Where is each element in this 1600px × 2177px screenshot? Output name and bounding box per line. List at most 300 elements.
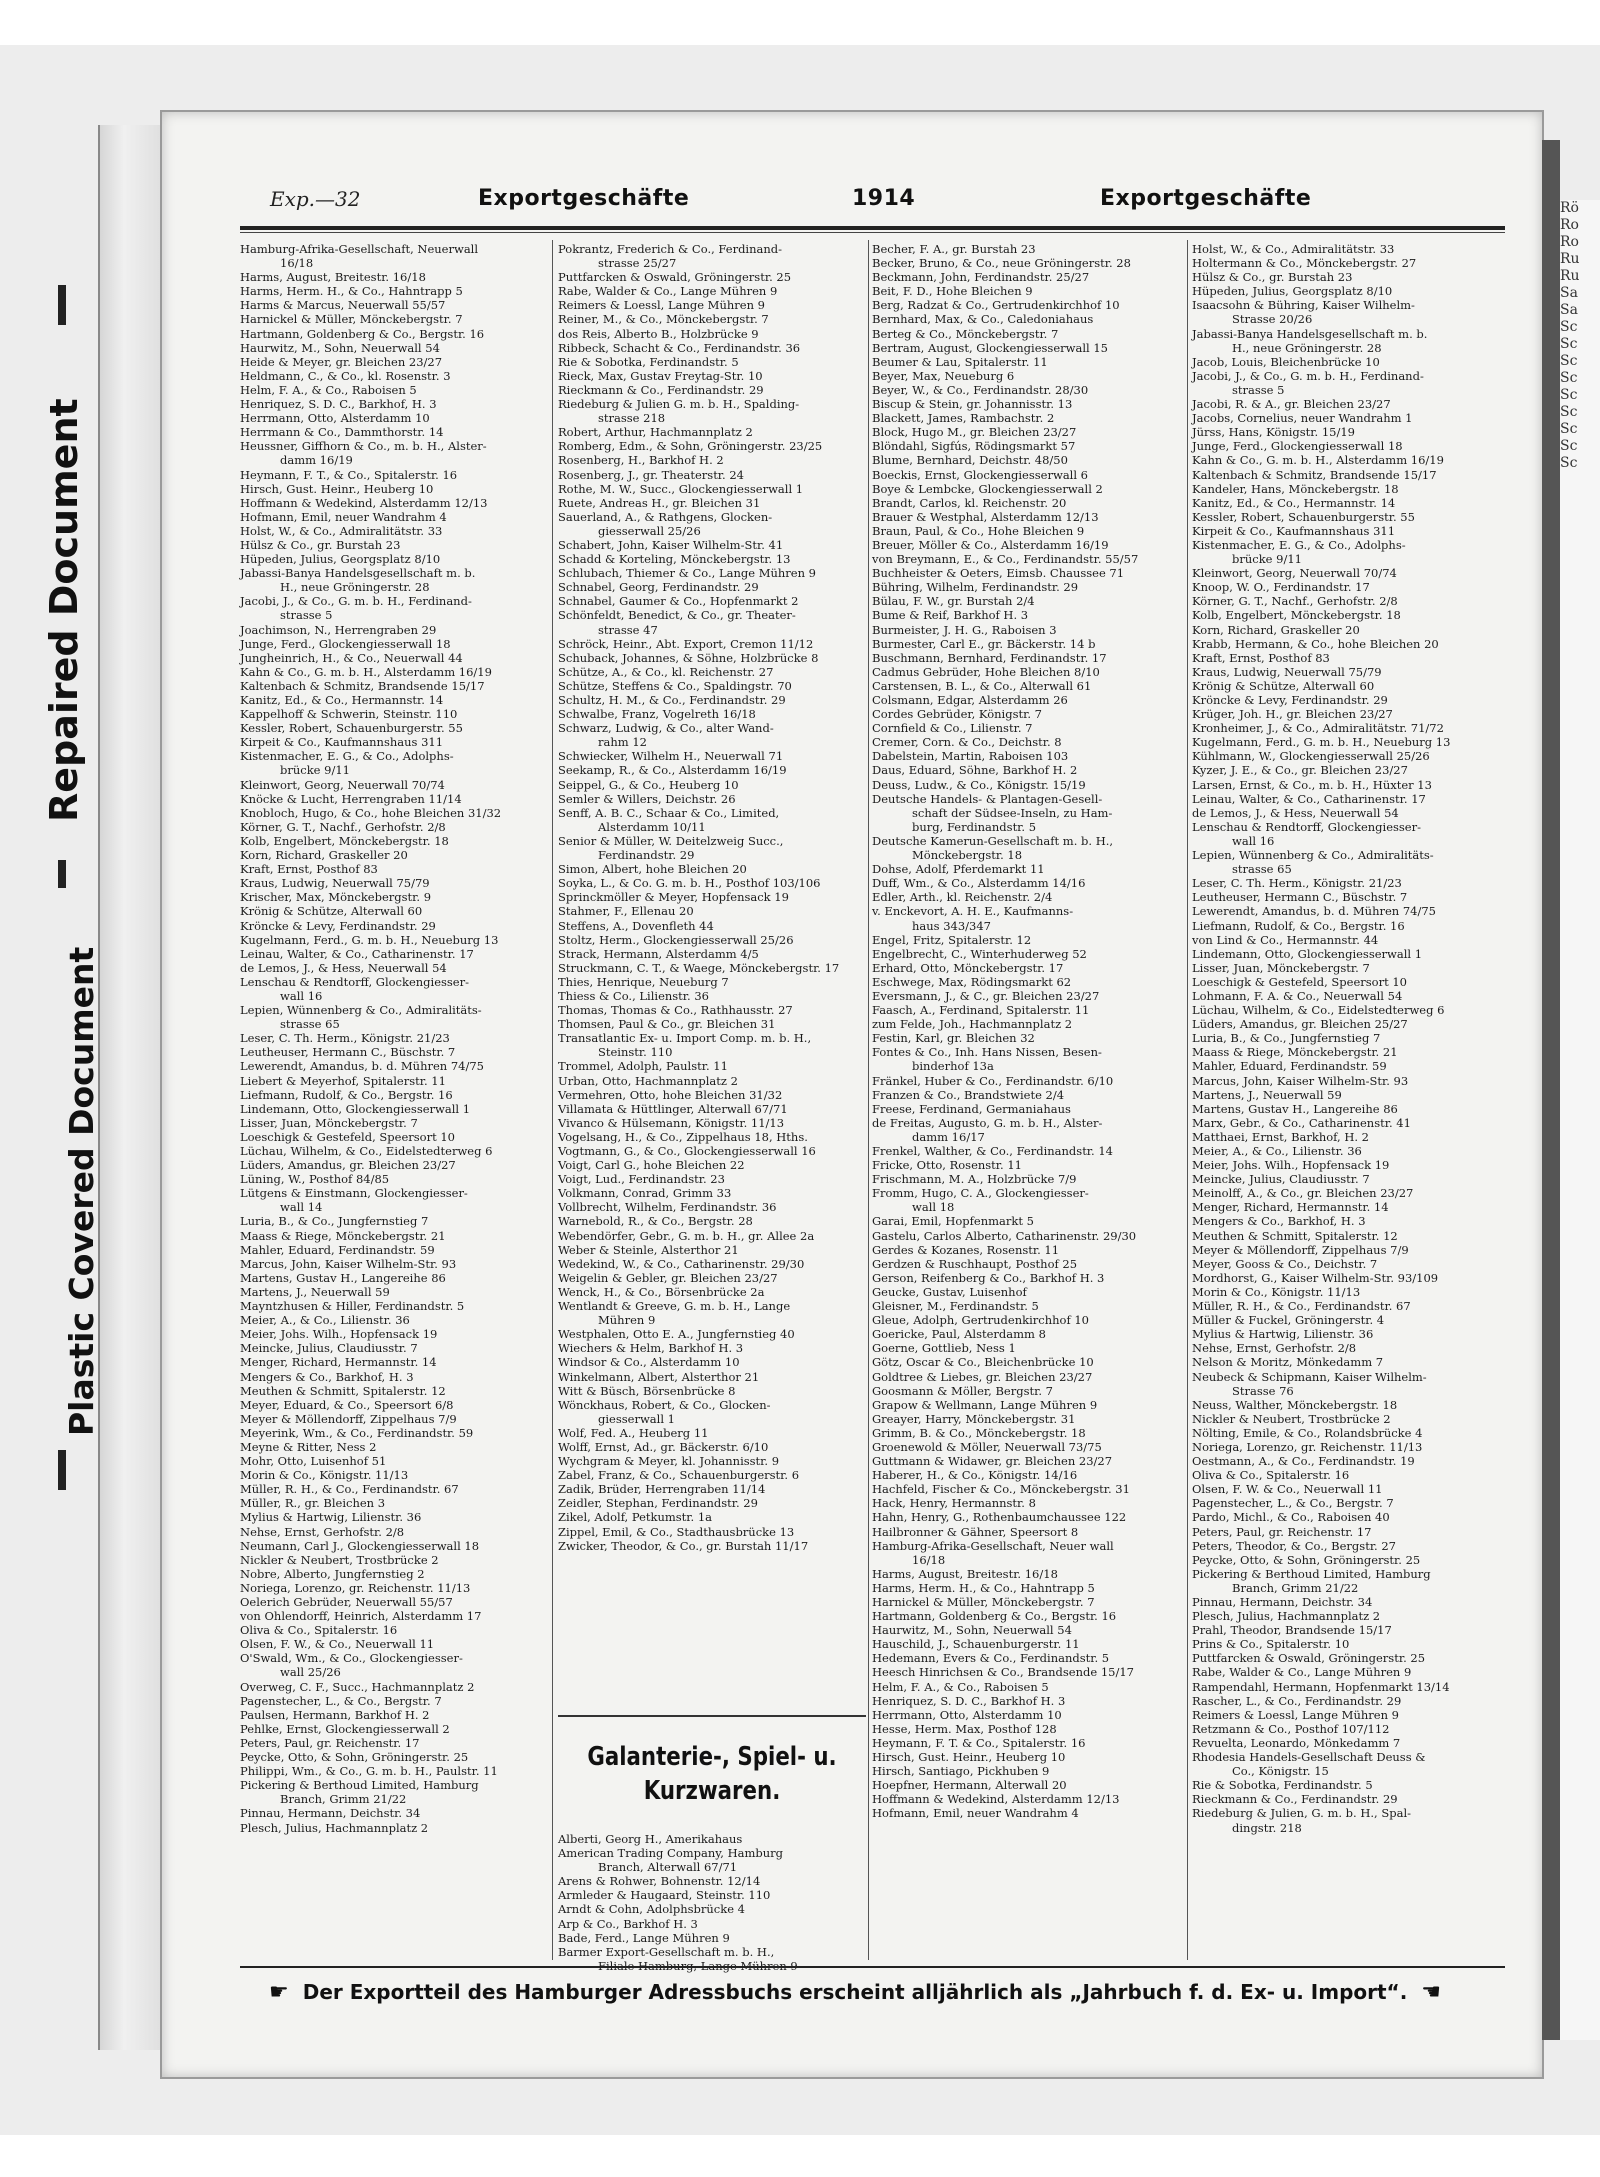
directory-entry: Faasch, A., Ferdinand, Spitalerstr. 11 (872, 1003, 1090, 1018)
directory-entry: Schadd & Korteling, Mönckebergstr. 13 (558, 552, 791, 567)
directory-entry: Marcus, John, Kaiser Wilhelm-Str. 93 (240, 1256, 457, 1271)
header-rule (240, 226, 1505, 230)
directory-entry: Kessler, Robert, Schauenburgerstr. 55 (240, 721, 463, 736)
directory-entry: Körner, G. T., Nachf., Gerhofstr. 2/8 (240, 819, 446, 834)
directory-entry: giesserwall 1 (598, 1411, 675, 1426)
directory-entry: Heymann, F. T., & Co., Spitalerstr. 16 (240, 467, 458, 482)
directory-entry: Hofmann, Emil, neuer Wandrahm 4 (872, 1806, 1079, 1821)
margin-fragment: Sc (1560, 370, 1578, 386)
directory-entry: Olsen, F. W., & Co., Neuerwall 11 (240, 1637, 435, 1652)
margin-tick (58, 860, 66, 888)
directory-entry: Riedeburg & Julien G. m. b. H., Spalding- (558, 397, 800, 412)
directory-entry: Götz, Oscar & Co., Bleichenbrücke 10 (872, 1355, 1094, 1370)
directory-entry: Hartmann, Goldenberg & Co., Bergstr. 16 (240, 326, 485, 341)
directory-entry: Meyer & Möllendorff, Zippelhaus 7/9 (240, 1411, 457, 1426)
directory-entry: Helm, F. A., & Co., Raboisen 5 (872, 1679, 1049, 1694)
directory-entry: Zeidler, Stephan, Ferdinandstr. 29 (558, 1496, 758, 1511)
margin-tick (58, 1450, 66, 1490)
directory-entry: Vogelsang, H., & Co., Zippelhaus 18, Hths. (558, 1129, 808, 1144)
directory-entry: Goerne, Gottlieb, Ness 1 (872, 1341, 1016, 1356)
directory-entry: Kaltenbach & Schmitz, Brandsende 15/17 (1192, 467, 1437, 482)
column-divider (552, 240, 553, 1960)
directory-entry: Blume, Bernhard, Deichstr. 48/50 (872, 453, 1068, 468)
directory-entry: Hüpeden, Julius, Georgsplatz 8/10 (1192, 284, 1393, 299)
directory-entry: Peycke, Otto, & Sohn, Gröningerstr. 25 (240, 1750, 469, 1765)
directory-entry: strasse 5 (280, 608, 333, 623)
directory-entry: Joachimson, N., Herrengraben 29 (240, 622, 437, 637)
directory-entry: Morin & Co., Königstr. 11/13 (240, 1468, 409, 1483)
directory-entry: Schwiecker, Wilhelm H., Neuerwall 71 (558, 749, 784, 764)
directory-entry: Schlubach, Thiemer & Co., Lange Mühren 9 (558, 566, 816, 581)
directory-entry: Krönig & Schütze, Alterwall 60 (1192, 678, 1375, 693)
margin-fragment: Sa (1560, 285, 1578, 301)
directory-entry: Hauschild, J., Schauenburgerstr. 11 (872, 1637, 1080, 1652)
directory-entry: Rampendahl, Hermann, Hopfenmarkt 13/14 (1192, 1679, 1450, 1694)
directory-entry: Kronheimer, J., & Co., Admiralitätstr. 71/72 (1192, 721, 1444, 736)
directory-entry: Knoop, W. O., Ferdinandstr. 17 (1192, 580, 1370, 595)
directory-entry: Boye & Lembcke, Glockengiesserwall 2 (872, 481, 1103, 496)
directory-entry: Schultz, H. M., & Co., Ferdinandstr. 29 (558, 693, 786, 707)
directory-entry: haus 343/347 (912, 918, 992, 933)
directory-entry: Lenschau & Rendtorff, Glockengiesser- (240, 974, 470, 989)
directory-entry: Bernhard, Max, & Co., Caledoniahaus (872, 312, 1094, 327)
directory-entry: wall 18 (912, 1200, 955, 1215)
directory-entry: Zippel, Emil, & Co., Stadthausbrücke 13 (558, 1524, 795, 1539)
directory-entry: Martens, J., Neuerwall 59 (240, 1284, 390, 1299)
directory-entry: Garai, Emil, Hopfenmarkt 5 (872, 1214, 1034, 1229)
directory-entry: Deuss, Ludw., & Co., Königstr. 15/19 (872, 777, 1086, 792)
directory-entry: Urban, Otto, Hachmannplatz 2 (558, 1073, 738, 1088)
column-divider (1187, 240, 1188, 1960)
directory-entry: Schwalbe, Franz, Vogelreth 16/18 (558, 707, 756, 722)
directory-entry: Korn, Richard, Graskeller 20 (240, 848, 408, 863)
directory-entry: Plesch, Julius, Hachmannplatz 2 (1192, 1609, 1381, 1624)
directory-entry: Kolb, Engelbert, Mönckebergstr. 18 (1192, 608, 1401, 623)
directory-entry: Deutsche Handels- & Plantagen-Gesell- (872, 791, 1103, 806)
directory-entry: Guttmann & Widawer, gr. Bleichen 23/27 (872, 1454, 1113, 1469)
directory-entry: Hüpeden, Julius, Georgsplatz 8/10 (240, 552, 441, 567)
directory-entry: strasse 218 (598, 411, 666, 426)
directory-entry: Overweg, C. F., Succ., Hachmannplatz 2 (240, 1679, 475, 1694)
directory-entry: v. Enckevort, A. H. E., Kaufmanns- (872, 904, 1074, 919)
directory-entry: Reimers & Loessl, Lange Mühren 9 (1192, 1707, 1399, 1722)
directory-entry: Jungheinrich, H., & Co., Neuerwall 44 (240, 650, 463, 665)
directory-entry: Pinnau, Hermann, Deichstr. 34 (240, 1806, 421, 1821)
directory-entry: Lohmann, F. A. & Co., Neuerwall 54 (1192, 988, 1403, 1003)
directory-entry: Puttfarcken & Oswald, Gröningerstr. 25 (1192, 1651, 1426, 1666)
directory-entry: Martens, J., Neuerwall 59 (1192, 1087, 1342, 1102)
directory-column-4 (1192, 242, 1502, 1962)
directory-entry: Trommel, Adolph, Paulstr. 11 (558, 1059, 728, 1074)
directory-entry: Kraus, Ludwig, Neuerwall 75/79 (1192, 664, 1382, 679)
directory-entry: Kugelmann, Ferd., G. m. b. H., Neueburg 13 (1192, 735, 1451, 750)
directory-entry: Rie & Sobotka, Ferdinandstr. 5 (558, 354, 739, 369)
directory-entry: Ruete, Andreas H., gr. Bleichen 31 (558, 495, 761, 510)
directory-entry: Daus, Eduard, Söhne, Barkhof H. 2 (872, 763, 1078, 778)
directory-entry: Rosenberg, H., Barkhof H. 2 (558, 453, 724, 468)
directory-entry: Edler, Arth., kl. Reichenstr. 2/4 (872, 890, 1053, 905)
directory-entry: Noriega, Lorenzo, gr. Reichenstr. 11/13 (1192, 1439, 1423, 1454)
directory-entry: Arndt & Cohn, Adolphsbrücke 4 (558, 1902, 745, 1917)
directory-entry: Puttfarcken & Oswald, Gröningerstr. 25 (558, 270, 792, 285)
directory-entry: Nehse, Ernst, Gerhofstr. 2/8 (1192, 1341, 1357, 1356)
directory-entry: Hailbronner & Gähner, Speersort 8 (872, 1524, 1079, 1539)
directory-entry: Festin, Karl, gr. Bleichen 32 (872, 1031, 1035, 1046)
directory-entry: Wychgram & Meyer, kl. Johannisstr. 9 (558, 1454, 780, 1469)
directory-entry: Rabe, Walder & Co., Lange Mühren 9 (558, 284, 778, 299)
directory-entry: Cadmus Gebrüder, Hohe Bleichen 8/10 (872, 664, 1100, 679)
directory-entry: Co., Königstr. 15 (1232, 1764, 1329, 1779)
directory-entry: Lüchau, Wilhelm, & Co., Eidelstedterweg 6 (1192, 1003, 1445, 1018)
directory-entry: Kahn & Co., G. m. b. H., Alsterdamm 16/19 (240, 664, 492, 679)
margin-fragment: Sc (1560, 455, 1578, 471)
directory-entry: Lüders, Amandus, gr. Bleichen 23/27 (240, 1158, 456, 1173)
directory-entry: Fromm, Hugo, C. A., Glockengiesser- (872, 1186, 1089, 1201)
directory-entry: Lewerendt, Amandus, b. d. Mühren 74/75 (1192, 904, 1436, 919)
directory-entry: Lindemann, Otto, Glockengiesserwall 1 (240, 1101, 471, 1116)
directory-entry: Senior & Müller, W. Deitelzweig Succ., (558, 833, 784, 848)
directory-entry: Beit, F. D., Hohe Bleichen 9 (872, 284, 1033, 299)
directory-entry: Loeschigk & Gestefeld, Speersort 10 (240, 1129, 455, 1144)
directory-entry: Kugelmann, Ferd., G. m. b. H., Neueburg 13 (240, 932, 499, 947)
directory-entry: American Trading Company, Hamburg (558, 1846, 783, 1861)
directory-entry: Leutheuser, Hermann C., Büschstr. 7 (240, 1045, 456, 1060)
directory-entry: Rieckmann & Co., Ferdinandstr. 29 (1192, 1792, 1398, 1807)
directory-entry: Alberti, Georg H., Amerikahaus (558, 1832, 743, 1846)
directory-entry: Vogtmann, G., & Co., Glockengiesserwall 16 (558, 1144, 816, 1158)
directory-entry: Rothe, M. W., Succ., Glockengiesserwall 1 (558, 481, 804, 496)
directory-entry: Pagenstecher, L., & Co., Bergstr. 7 (240, 1693, 442, 1708)
directory-entry: 16/18 (912, 1552, 946, 1567)
directory-entry: Berteg & Co., Mönckebergstr. 7 (872, 326, 1059, 341)
directory-entry: de Freitas, Augusto, G. m. b. H., Alster- (872, 1115, 1103, 1130)
directory-entry: Peycke, Otto, & Sohn, Gröningerstr. 25 (1192, 1552, 1421, 1567)
directory-entry: Meyer & Möllendorff, Zippelhaus 7/9 (1192, 1242, 1409, 1257)
directory-entry: Vermehren, Otto, hohe Bleichen 31/32 (558, 1087, 783, 1102)
directory-entry: Luria, B., & Co., Jungfernstieg 7 (240, 1214, 429, 1229)
directory-entry: Beyer, Max, Neueburg 6 (872, 368, 1015, 383)
pointing-hand-right-icon: ☛ (269, 1980, 289, 2005)
directory-entry: Retzmann & Co., Posthof 107/112 (1192, 1721, 1390, 1736)
directory-entry: wall 16 (280, 988, 323, 1003)
directory-entry: Wolff, Ernst, Ad., gr. Bäckerstr. 6/10 (558, 1439, 769, 1454)
directory-entry: Buchheister & Oeters, Eimsb. Chaussee 71 (872, 566, 1125, 581)
footer-rule (240, 1966, 1505, 1968)
directory-entry: Pardo, Michl., & Co., Raboisen 40 (1192, 1510, 1390, 1525)
directory-entry: Helm, F. A., & Co., Raboisen 5 (240, 382, 417, 397)
directory-entry: Ribbeck, Schacht & Co., Ferdinandstr. 36 (558, 340, 801, 355)
directory-entry: Kolb, Engelbert, Mönckebergstr. 18 (240, 833, 449, 848)
margin-fragment: Ro (1560, 217, 1579, 233)
directory-entry: Harms, August, Breitestr. 16/18 (240, 270, 426, 285)
directory-entry: Reimers & Loessl, Lange Mühren 9 (558, 298, 765, 313)
directory-entry: Wolf, Fed. A., Heuberg 11 (558, 1425, 709, 1440)
directory-entry: Morin & Co., Königstr. 11/13 (1192, 1284, 1361, 1299)
directory-entry: Lütgens & Einstmann, Glockengiesser- (240, 1186, 468, 1201)
header-title-right: Exportgeschäfte (1100, 186, 1312, 211)
directory-entry: Breuer, Möller & Co., Alsterdamm 16/19 (872, 537, 1109, 552)
directory-entry: Hartmann, Goldenberg & Co., Bergstr. 16 (872, 1609, 1117, 1624)
margin-fragment: Rö (1560, 200, 1579, 216)
directory-entry: Schönfeldt, Benedict, & Co., gr. Theater- (558, 608, 796, 623)
directory-entry: Philippi, Wm., & Co., G. m. b. H., Paulstr. 11 (240, 1764, 498, 1779)
directory-entry: Menger, Richard, Hermannstr. 14 (240, 1355, 437, 1370)
directory-entry: wall 16 (1232, 833, 1275, 848)
directory-entry: Krüger, Joh. H., gr. Bleichen 23/27 (1192, 707, 1393, 722)
directory-entry: strasse 47 (598, 622, 658, 637)
directory-entry: Kirpeit & Co., Kaufmannshaus 311 (240, 735, 444, 750)
header-title-left: Exportgeschäfte (478, 186, 690, 211)
directory-entry: brücke 9/11 (1232, 552, 1302, 567)
directory-entry: Mordhorst, G., Kaiser Wilhelm-Str. 93/109 (1192, 1270, 1439, 1285)
directory-entry: Meier, Johs. Wilh., Hopfensack 19 (1192, 1158, 1390, 1173)
directory-entry: Boeckis, Ernst, Glockengiesserwall 6 (872, 467, 1089, 482)
directory-entry: Becher, F. A., gr. Burstah 23 (872, 242, 1036, 256)
directory-entry: dingstr. 218 (1232, 1820, 1302, 1835)
directory-entry: H., neue Gröningerstr. 28 (1232, 340, 1382, 355)
directory-entry: Branch, Grimm 21/22 (1232, 1580, 1359, 1595)
directory-entry: Hoepfner, Hermann, Alterwall 20 (872, 1778, 1067, 1793)
directory-entry: Bume & Reif, Barkhof H. 3 (872, 608, 1029, 623)
directory-entry: Jacobi, J., & Co., G. m. b. H., Ferdinand- (1192, 368, 1424, 383)
margin-fragment: Sc (1560, 421, 1578, 437)
directory-entry: Senff, A. B. C., Schaar & Co., Limited, (558, 805, 780, 820)
directory-entry: Wentlandt & Greeve, G. m. b. H., Lange (558, 1299, 791, 1314)
directory-entry: Grapow & Wellmann, Lange Mühren 9 (872, 1397, 1098, 1412)
directory-entry: Reiner, M., & Co., Mönckebergstr. 7 (558, 312, 769, 327)
directory-entry: Krischer, Max, Mönckebergstr. 9 (240, 890, 432, 905)
directory-entry: Beckmann, John, Ferdinandstr. 25/27 (872, 270, 1090, 285)
directory-entry: Pokrantz, Frederich & Co., Ferdinand- (558, 242, 783, 256)
directory-entry: Becker, Bruno, & Co., neue Gröningerstr. 28 (872, 256, 1131, 271)
directory-entry: Arens & Rohwer, Bohnenstr. 12/14 (558, 1874, 761, 1889)
directory-entry: Herrmann, Otto, Alsterdamm 10 (240, 411, 430, 426)
directory-entry: Gleue, Adolph, Gertrudenkirchhof 10 (872, 1313, 1089, 1328)
directory-entry: Junge, Ferd., Glockengiesserwall 18 (1192, 439, 1403, 454)
directory-entry: Liefmann, Rudolf, & Co., Bergstr. 16 (240, 1087, 453, 1102)
directory-entry: Meyer, Eduard, & Co., Speersort 6/8 (240, 1397, 454, 1412)
directory-entry: Junge, Ferd., Glockengiesserwall 18 (240, 636, 451, 651)
directory-entry: Nickler & Neubert, Trostbrücke 2 (240, 1552, 439, 1567)
directory-entry: Haurwitz, M., Sohn, Neuerwall 54 (240, 340, 440, 355)
directory-entry: Hofmann, Emil, neuer Wandrahm 4 (240, 509, 447, 524)
directory-entry: Meyne & Ritter, Ness 2 (240, 1439, 377, 1454)
directory-entry: von Lind & Co., Hermannstr. 44 (1192, 932, 1379, 947)
directory-entry: Hedemann, Evers & Co., Ferdinandstr. 5 (872, 1651, 1110, 1666)
directory-entry: Gerdzen & Ruschhaupt, Posthof 25 (872, 1256, 1078, 1271)
directory-entry: Meyer, Gooss & Co., Deichstr. 7 (1192, 1256, 1378, 1271)
directory-entry: Mylius & Hartwig, Lilienstr. 36 (240, 1510, 422, 1525)
directory-entry: Martens, Gustav H., Langereihe 86 (1192, 1101, 1398, 1116)
directory-entry: Blackett, James, Rambachstr. 2 (872, 411, 1055, 426)
directory-entry: Knöcke & Lucht, Herrengraben 11/14 (240, 791, 462, 806)
directory-entry: Korn, Richard, Graskeller 20 (1192, 622, 1360, 637)
directory-entry: Jürss, Hans, Königstr. 15/19 (1192, 425, 1355, 440)
directory-entry: Matthaei, Ernst, Barkhof, H. 2 (1192, 1129, 1369, 1144)
directory-entry: Frischmann, M. A., Holzbrücke 7/9 (872, 1172, 1077, 1187)
directory-entry: Branch, Grimm 21/22 (280, 1792, 407, 1807)
page-edge-right (1542, 140, 1560, 2040)
directory-column-2 (558, 242, 866, 1962)
directory-entry: Marx, Gebr., & Co., Catharinenstr. 41 (1192, 1115, 1411, 1130)
section-entries (558, 1832, 866, 1960)
directory-entry: Beyer, W., & Co., Ferdinandstr. 28/30 (872, 382, 1089, 397)
section-rule (558, 1715, 866, 1717)
directory-entry: Meyerink, Wm., & Co., Ferdinandstr. 59 (240, 1425, 474, 1440)
directory-entry: O'Swald, Wm., & Co., Glockengiesser- (240, 1651, 463, 1666)
directory-entry: Kleinwort, Georg, Neuerwall 70/74 (1192, 566, 1397, 581)
directory-entry: Pagenstecher, L., & Co., Bergstr. 7 (1192, 1496, 1394, 1511)
directory-entry: Witt & Büsch, Börsenbrücke 8 (558, 1383, 736, 1398)
directory-entry: Harnickel & Müller, Mönckebergstr. 7 (872, 1595, 1095, 1609)
directory-entry: Thiess & Co., Lilienstr. 36 (558, 988, 709, 1003)
directory-entry: Zwicker, Theodor, & Co., gr. Burstah 11/17 (558, 1538, 809, 1553)
directory-entry: Oestmann, A., & Co., Ferdinandstr. 19 (1192, 1454, 1415, 1469)
directory-entry: Kaltenbach & Schmitz, Brandsende 15/17 (240, 678, 485, 693)
directory-entry: Hoffmann & Wedekind, Alsterdamm 12/13 (240, 495, 488, 510)
directory-entry: Jabassi-Banya Handelsgesellschaft m. b. (1192, 326, 1428, 341)
directory-column-3 (872, 242, 1182, 1962)
directory-entry: Arp & Co., Barkhof H. 3 (558, 1916, 698, 1931)
directory-entry: Windsor & Co., Alsterdamm 10 (558, 1355, 740, 1370)
directory-entry: Dabelstein, Martin, Raboisen 103 (872, 749, 1069, 764)
directory-entry: Oelerich Gebrüder, Neuerwall 55/57 (240, 1595, 453, 1609)
directory-entry: Pinnau, Hermann, Deichstr. 34 (1192, 1595, 1373, 1609)
directory-entry: Stahmer, F., Ellenau 20 (558, 904, 694, 919)
directory-entry: Lewerendt, Amandus, b. d. Mühren 74/75 (240, 1059, 484, 1074)
directory-entry: Beumer & Lau, Spitalerstr. 11 (872, 354, 1048, 369)
directory-entry: Burmester, Carl E., gr. Bäckerstr. 14 b (872, 636, 1096, 651)
directory-entry: Olsen, F. W. & Co., Neuerwall 11 (1192, 1482, 1383, 1497)
directory-entry: Brauer & Westphal, Alsterdamm 12/13 (872, 509, 1099, 524)
directory-entry: Pehlke, Ernst, Glockengiesserwall 2 (240, 1721, 450, 1736)
directory-entry: Bühring, Wilhelm, Ferdinandstr. 29 (872, 580, 1079, 595)
directory-entry: Groenewold & Möller, Neuerwall 73/75 (872, 1439, 1102, 1454)
directory-entry: Maass & Riege, Mönckebergstr. 21 (1192, 1045, 1398, 1060)
directory-entry: Heesch Hinrichsen & Co., Brandsende 15/17 (872, 1665, 1134, 1680)
directory-entry: Hirsch, Santiago, Pickhuben 9 (872, 1764, 1050, 1779)
directory-entry: Steffens, A., Dovenfleth 44 (558, 918, 714, 933)
page-reference: Exp.—32 (270, 187, 361, 211)
directory-entry: Engelbrecht, C., Winterhuderweg 52 (872, 946, 1087, 961)
directory-entry: Wönckhaus, Robert, & Co., Glocken- (558, 1397, 771, 1412)
directory-entry: Nehse, Ernst, Gerhofstr. 2/8 (240, 1524, 405, 1539)
directory-entry: Mayntzhusen & Hiller, Ferdinandstr. 5 (240, 1299, 465, 1314)
directory-entry: Haberer, H., & Co., Königstr. 14/16 (872, 1468, 1078, 1483)
directory-entry: Meier, A., & Co., Lilienstr. 36 (1192, 1144, 1362, 1158)
directory-entry: Bertram, August, Glockengiesserwall 15 (872, 340, 1108, 355)
directory-entry: Kröncke & Levy, Ferdinandstr. 29 (240, 918, 436, 933)
directory-entry: Noriega, Lorenzo, gr. Reichenstr. 11/13 (240, 1580, 471, 1595)
directory-entry: Kistenmacher, E. G., & Co., Adolphs- (1192, 537, 1406, 552)
directory-entry: Vivanco & Hülsemann, Königstr. 11/13 (558, 1115, 785, 1130)
directory-entry: Heldmann, C., & Co., kl. Rosenstr. 3 (240, 368, 451, 383)
directory-entry: Lüning, W., Posthof 84/85 (240, 1172, 390, 1187)
directory-entry: Neumann, Carl J., Glockengiesserwall 18 (240, 1538, 480, 1553)
directory-entry: Rabe, Walder & Co., Lange Mühren 9 (1192, 1665, 1412, 1680)
directory-entry: Hack, Henry, Hermannstr. 8 (872, 1496, 1036, 1511)
directory-entry: Isaacsohn & Bühring, Kaiser Wilhelm- (1192, 298, 1415, 313)
directory-entry: rahm 12 (598, 735, 647, 750)
directory-entry: Geucke, Gustav, Luisenhof (872, 1284, 1027, 1299)
directory-entry: Vollbrecht, Wilhelm, Ferdinandstr. 36 (558, 1200, 777, 1215)
directory-entry: Knobloch, Hugo, & Co., hohe Bleichen 31/32 (240, 805, 502, 820)
directory-entry: Barmer Export-Gesellschaft m. b. H., (558, 1944, 775, 1959)
directory-entry: Meier, Johs. Wilh., Hopfensack 19 (240, 1327, 438, 1342)
directory-entry: Brandt, Carlos, kl. Reichenstr. 20 (872, 495, 1067, 510)
directory-entry: Simon, Albert, hohe Bleichen 20 (558, 862, 747, 877)
directory-entry: Holst, W., & Co., Admiralitätstr. 33 (1192, 242, 1395, 256)
directory-entry: Blöndahl, Sigfús, Rödingsmarkt 57 (872, 439, 1076, 454)
directory-entry: Wedekind, W., & Co., Catharinenstr. 29/30 (558, 1256, 805, 1271)
header-year: 1914 (852, 186, 916, 211)
directory-entry: Harms, August, Breitestr. 16/18 (872, 1566, 1058, 1581)
directory-entry: wall 25/26 (280, 1665, 341, 1680)
directory-entry: Harms & Marcus, Neuerwall 55/57 (240, 298, 446, 313)
directory-entry: Kraus, Ludwig, Neuerwall 75/79 (240, 876, 430, 891)
directory-entry: Luria, B., & Co., Jungfernstieg 7 (1192, 1031, 1381, 1046)
directory-entry: Carstensen, B. L., & Co., Alterwall 61 (872, 678, 1092, 693)
directory-entry: Transatlantic Ex- u. Import Comp. m. b. H., (558, 1031, 812, 1046)
directory-entry: Kraft, Ernst, Posthof 83 (1192, 650, 1330, 665)
directory-entry: Bülau, F. W., gr. Burstah 2/4 (872, 594, 1035, 609)
directory-entry: giesserwall 25/26 (598, 523, 701, 538)
directory-entry: Cremer, Corn. & Co., Deichstr. 8 (872, 735, 1062, 750)
directory-entry: Prins & Co., Spitalerstr. 10 (1192, 1637, 1350, 1652)
directory-entry: Buschmann, Bernhard, Ferdinandstr. 17 (872, 650, 1107, 665)
directory-entry: Weber & Steinle, Alsterthor 21 (558, 1242, 739, 1257)
directory-entry: Rieck, Max, Gustav Freytag-Str. 10 (558, 368, 763, 383)
directory-entry: Grimm, B. & Co., Mönckebergstr. 18 (872, 1425, 1086, 1440)
directory-entry: Lüders, Amandus, gr. Bleichen 25/27 (1192, 1017, 1408, 1032)
directory-entry: wall 14 (280, 1200, 323, 1215)
directory-entry: Weigelin & Gebler, gr. Bleichen 23/27 (558, 1270, 778, 1285)
section-heading-line-1: Galanterie-, Spiel- u. (587, 1742, 837, 1772)
directory-entry: Jacob, Louis, Bleichenbrücke 10 (1192, 354, 1380, 369)
page-edge-left (98, 125, 160, 2050)
directory-entry: Nölting, Emile, & Co., Rolandsbrücke 4 (1192, 1425, 1423, 1440)
directory-entry: Struckmann, C. T., & Waege, Mönckebergstr. 17 (558, 960, 840, 975)
footer-note (255, 1980, 1495, 2005)
directory-entry: Kandeler, Hans, Mönckebergstr. 18 (1192, 481, 1399, 496)
directory-entry: Hülsz & Co., gr. Burstah 23 (240, 537, 401, 552)
directory-entry: Jacobi, J., & Co., G. m. b. H., Ferdinand- (240, 594, 472, 609)
directory-entry: Seekamp, R., & Co., Alsterdamm 16/19 (558, 763, 787, 778)
directory-entry: Paulsen, Hermann, Barkhof H. 2 (240, 1707, 430, 1722)
directory-entry: Leser, C. Th. Herm., Königstr. 21/23 (1192, 876, 1402, 891)
directory-entry: Fränkel, Huber & Co., Ferdinandstr. 6/10 (872, 1073, 1114, 1088)
directory-entry: Harms, Herm. H., & Co., Hahntrapp 5 (872, 1580, 1095, 1595)
directory-entry: Leinau, Walter, & Co., Catharinenstr. 17 (240, 946, 474, 961)
repaired-document-label: Repaired Document (42, 398, 86, 822)
section-heading (586, 1740, 839, 1808)
directory-entry: Thomas, Thomas & Co., Rathhausstr. 27 (558, 1003, 793, 1018)
directory-entry: Alsterdamm 10/11 (598, 819, 706, 834)
directory-entry: Liebert & Meyerhof, Spitalerstr. 11 (240, 1073, 446, 1088)
directory-entry: Holst, W., & Co., Admiralitätstr. 33 (240, 523, 443, 538)
directory-entry: Hirsch, Gust. Heinr., Heuberg 10 (872, 1750, 1066, 1765)
directory-entry: Haurwitz, M., Sohn, Neuerwall 54 (872, 1623, 1072, 1638)
directory-entry: Peters, Theodor, & Co., Bergstr. 27 (1192, 1538, 1396, 1553)
directory-entry: Schabert, John, Kaiser Wilhelm-Str. 41 (558, 537, 784, 552)
directory-entry: Kleinwort, Georg, Neuerwall 70/74 (240, 777, 445, 792)
directory-entry: Greayer, Harry, Mönckebergstr. 31 (872, 1411, 1076, 1426)
directory-entry: Eversmann, J., & C., gr. Bleichen 23/27 (872, 988, 1100, 1003)
directory-entry: Freese, Ferdinand, Germaniahaus (872, 1101, 1071, 1116)
next-page-margin (1560, 200, 1600, 2040)
directory-entry: Oliva & Co., Spitalerstr. 16 (240, 1623, 398, 1638)
margin-fragment: Sc (1560, 336, 1578, 352)
